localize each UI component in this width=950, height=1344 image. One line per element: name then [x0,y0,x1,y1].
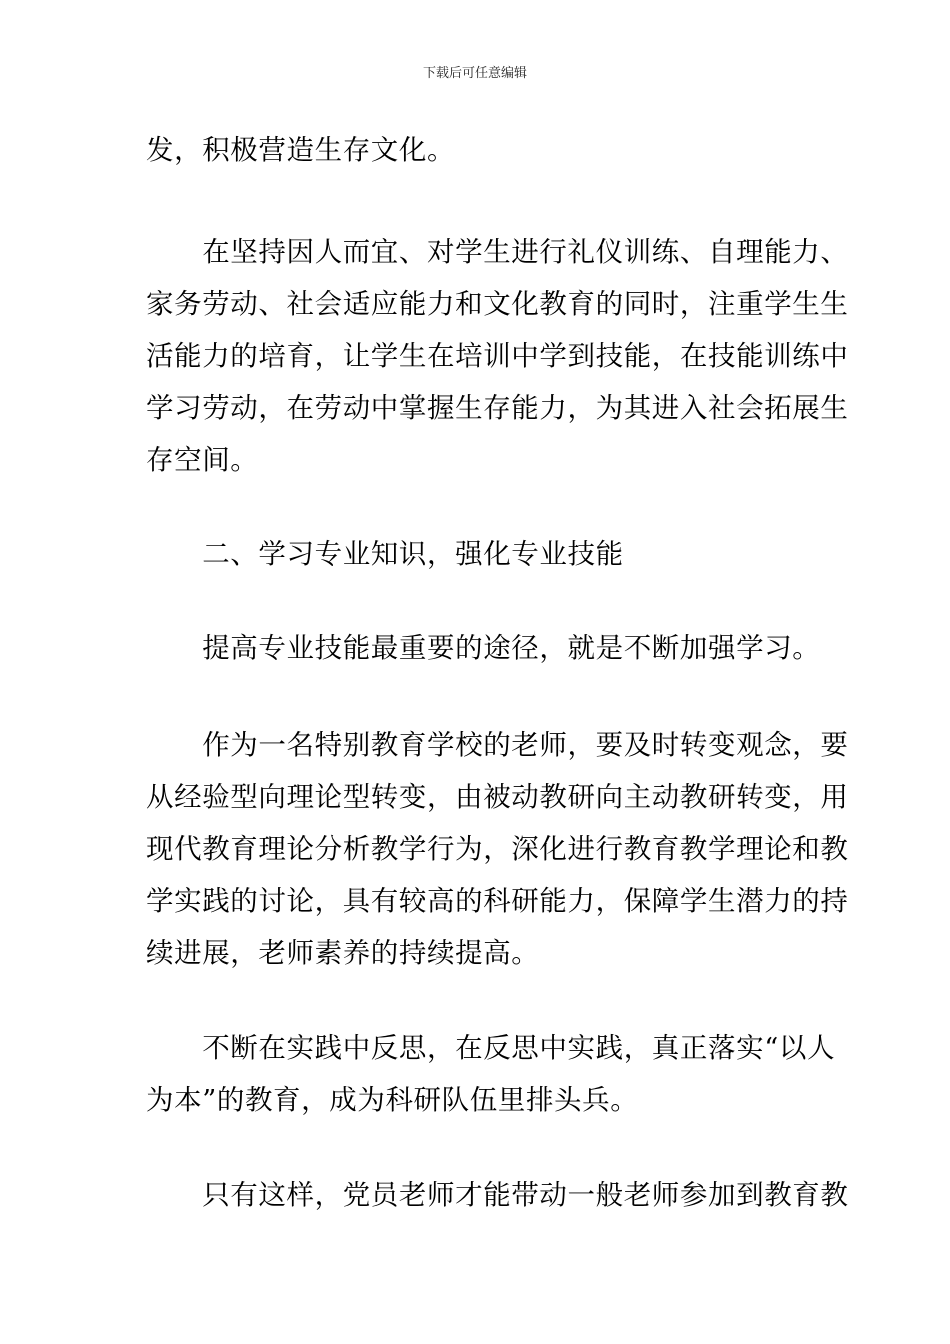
paragraph-line: 活能力的培育，让学生在培训中学到技能，在技能训练中 [146,340,849,372]
paragraph-line: 存空间。 [146,444,259,476]
paragraph-line: 在坚持因人而宜、对学生进行礼仪训练、自理能力、 [146,236,849,268]
paragraph-line: 家务劳动、社会适应能力和文化教育的同时，注重学生生 [146,288,849,320]
paragraph-line: 从经验型向理论型转变，由被动教研向主动教研转变，用 [146,781,849,813]
paragraph-line: 作为一名特别教育学校的老师，要及时转变观念，要 [146,729,849,761]
paragraph-line: 提高专业技能最重要的途径，就是不断加强学习。 [146,632,821,664]
page-header: 下载后可任意编辑 [422,66,527,81]
paragraph-line: 学实践的讨论，具有较高的科研能力，保障学生潜力的持 [146,885,849,917]
paragraph-line: 只有这样，党员老师才能带动一般老师参加到教育教 [146,1179,849,1211]
paragraph-line: 为本”的教育，成为科研队伍里排头兵。 [146,1084,639,1116]
paragraph-line: 不断在实践中反思，在反思中实践，真正落实“以人 [146,1032,836,1064]
paragraph-line: 发，积极营造生存文化。 [146,134,456,166]
paragraph-line: 现代教育理论分析教学行为，深化进行教育教学理论和教 [146,833,849,865]
paragraph-line: 学习劳动，在劳动中掌握生存能力，为其进入社会拓展生 [146,392,849,424]
section-heading: 二、学习专业知识，强化专业技能 [146,538,624,570]
paragraph-line: 续进展，老师素养的持续提高。 [146,937,540,969]
